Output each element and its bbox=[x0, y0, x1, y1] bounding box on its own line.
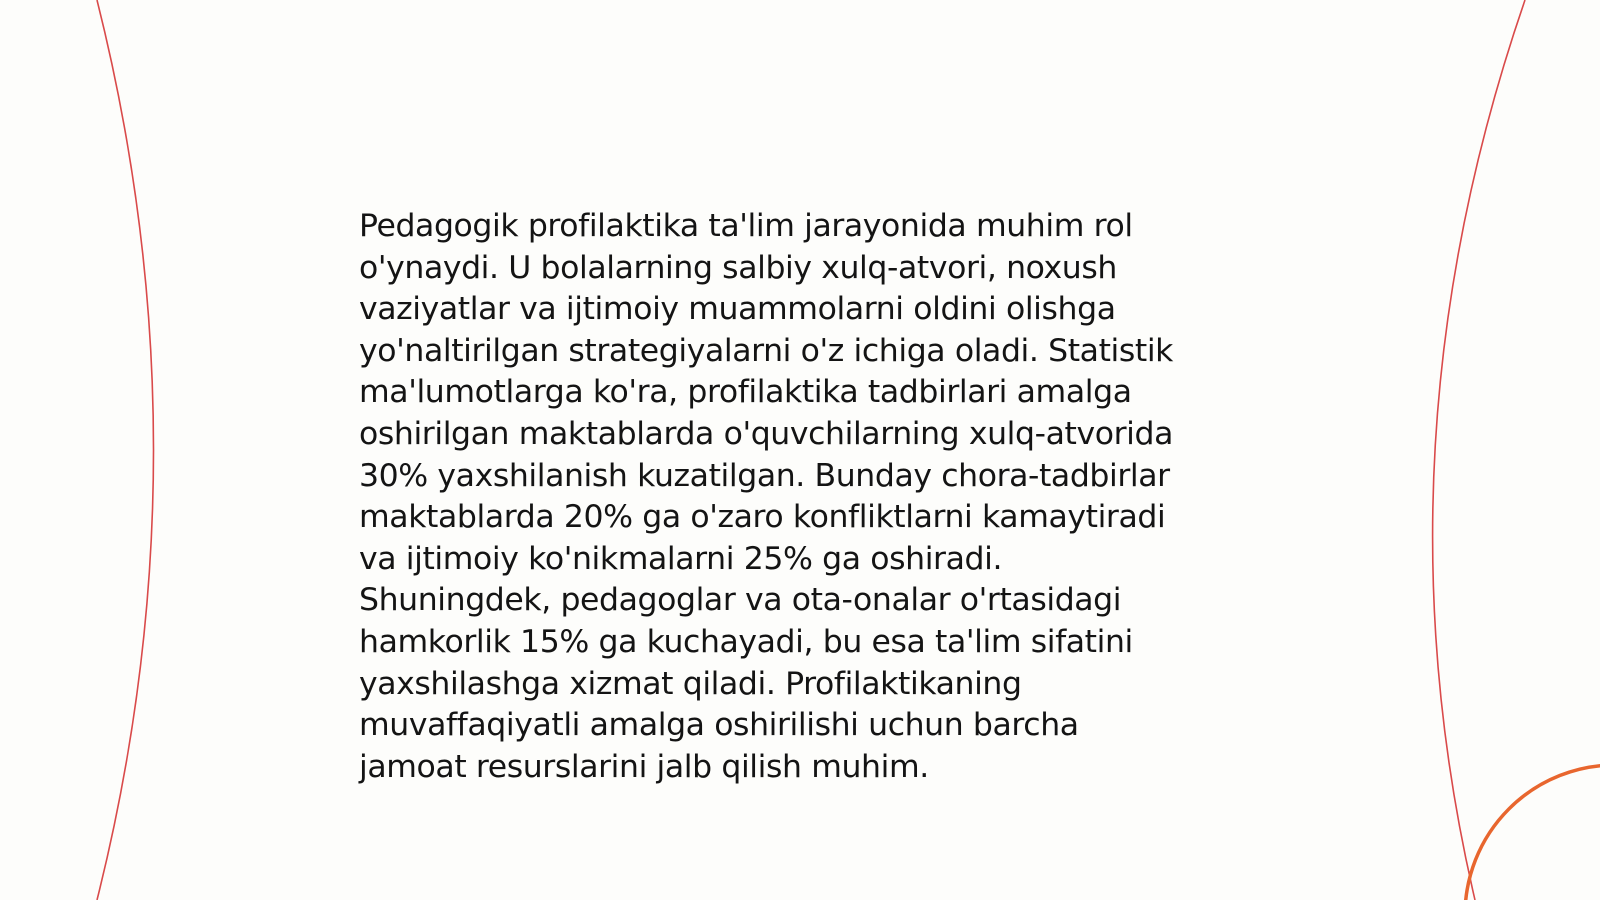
left-arc-decoration bbox=[97, 0, 154, 900]
body-paragraph: Pedagogik profilaktika ta'lim jarayonida muhim rol o'ynaydi. U bolalarning salbiy xulq-atvori, noxush vaziyatlar va ijtimoiy muammolarni oldini olishga yo'naltirilgan strategiyalarni o'z ichiga oladi. Statistik ma'lumotlarga ko'ra, profilaktika tadbirlari amalga oshirilgan maktablarda o'quvchilarning xulq-atvorida 30% yaxshilanish kuzatilgan. Bunday chora-tadbirlar maktablarda 20% ga o'zaro konfliktlarni kamaytiradi va ijtimoiy ko'nikmalarni 25% ga oshiradi. Shuningdek, pedagoglar va ota-onalar o'rtasidagi hamkorlik 15% ga kuchayadi, bu esa ta'lim sifatini yaxshilashga xizmat qiladi. Profilaktikaning muvaffaqiyatli amalga oshirilishi uchun barcha jamoat resurslarini jalb qilish muhim. bbox=[359, 208, 1174, 785]
right-arc-decoration bbox=[1433, 0, 1525, 900]
orange-circle-decoration bbox=[1465, 765, 1600, 900]
